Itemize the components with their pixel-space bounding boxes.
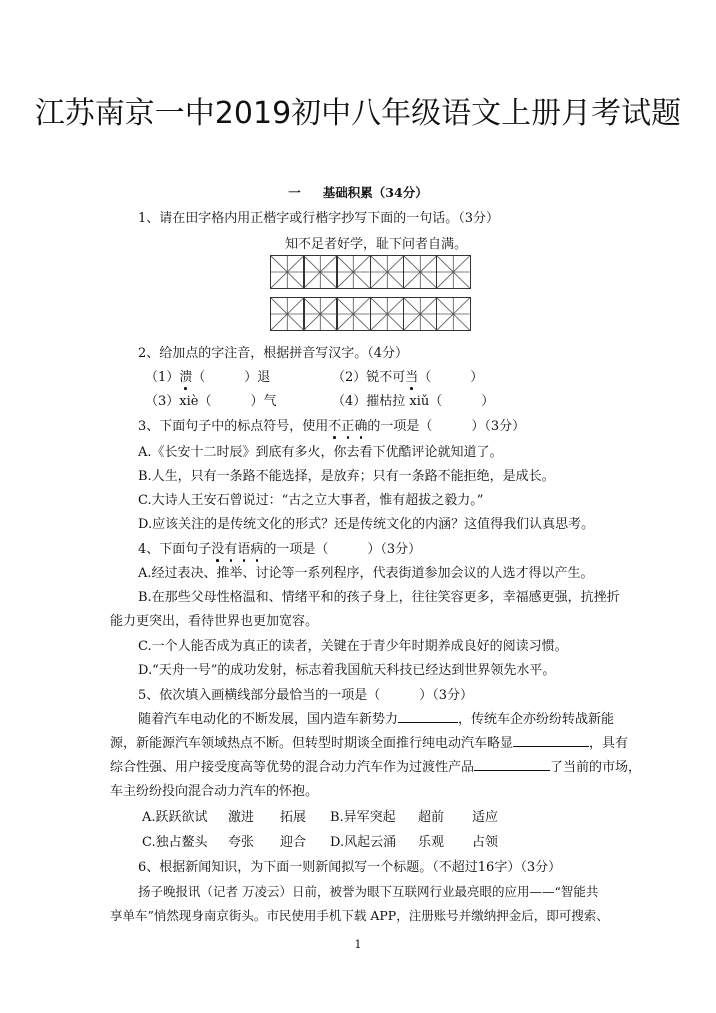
q2-item-3: （3）xiè（ ）气 [145, 394, 277, 409]
section-number: 一 [288, 185, 301, 200]
q6-news-line2: 享单车”悄然现身南京街头。市民使用手机下载 APP，注册账号并缴纳押金后，即可搜索、 [110, 908, 609, 923]
q2-item-2-text: （2）锐不可 [332, 370, 406, 385]
q4-option-c: C.一个人能否成为真正的读者，关键在于青少年时期养成良好的阅读习惯。 [138, 639, 568, 654]
q3-dotted-2: 正 [341, 419, 355, 434]
q5-a-word2: 激进 [228, 810, 255, 825]
tianzige-cell[interactable] [403, 297, 438, 331]
q2-item-2-answer: （ ） [418, 370, 484, 385]
q4-option-a: A.经过表决、推举、讨论等一系列程序，代表街道参加会议的人选才得以产生。 [138, 566, 594, 581]
q5-p3-b: 了当前的市场， [550, 760, 642, 775]
q4-option-b-line2: 能力更突出，看待世界也更加宽容。 [110, 614, 319, 629]
q2-item-2 [332, 366, 483, 385]
q5-p3-a: 综合性强、用户接受度高等优势的混合动力汽车作为过渡性产品 [110, 760, 475, 775]
page-title: 江苏南京一中2019初中八年级语文上册月考试题 [34, 96, 682, 131]
q3-option-c: C.大诗人王安石曾说过：“古之立大事者，惟有超拔之毅力。” [138, 493, 484, 508]
q4-dotted-2: 有 [224, 542, 238, 557]
q5-option-d [330, 831, 499, 850]
tianzige-cell[interactable] [436, 255, 471, 289]
q5-d-word2: 乐观 [418, 835, 445, 850]
q5-blank-1[interactable] [398, 710, 458, 723]
q2-item-1-dotted: 溃 [179, 370, 193, 385]
q5-stem: 5、依次填入画横线部分最恰当的一项是（ ）（3分） [138, 688, 474, 703]
q5-a-word1: A.跃跃欲试 [142, 810, 208, 825]
q3-stem-pre: 3、下面句子中的标点符号，使用 [138, 419, 329, 434]
q5-d-word3: 占领 [472, 835, 499, 850]
q5-option-c [142, 831, 307, 850]
q2-item-1-num: （1） [145, 370, 180, 385]
q5-passage-line2 [110, 732, 628, 751]
q5-b-word1: B.异军突起 [330, 810, 396, 825]
q2-stem: 2、给加点的字注音，根据拼音写汉字。（4分） [138, 346, 409, 361]
tianzige-cell[interactable] [436, 297, 471, 331]
tianzige-cell[interactable] [270, 255, 305, 289]
q3-option-d: D.应该关注的是传统文化的形式？还是传统文化的内涵？这值得我们认真思考。 [138, 517, 595, 532]
q5-passage-line3 [110, 756, 641, 775]
q4-dotted-3: 语 [237, 542, 251, 557]
q5-blank-3[interactable] [474, 758, 550, 771]
q4-option-d: D.“天舟一号”的成功发射，标志着我国航天科技已经达到世界领先水平。 [138, 663, 556, 678]
tianzige-cell[interactable] [370, 255, 405, 289]
q5-passage-line4: 车主纷纷投向混合动力汽车的怀抱。 [110, 784, 319, 799]
q2-item-1 [145, 366, 270, 385]
q3-dotted-3: 确 [354, 419, 368, 434]
q4-option-b-line1: B.在那些父母性格温和、情绪平和的孩子身上，往往笑容更多，幸福感更强，抗挫折 [138, 590, 620, 605]
q6-stem: 6、根据新闻知识，为下面一则新闻拟写一个标题。（不超过16字）（3分） [138, 860, 562, 875]
q5-p2-b: ，具有 [589, 736, 629, 751]
q4-stem-post: 的一项是（ ）（3分） [263, 542, 422, 557]
q3-dotted-1: 不 [328, 419, 342, 434]
tianzige-cell[interactable] [403, 255, 438, 289]
q4-dotted-1: 没 [211, 542, 225, 557]
q5-c-word2: 夸张 [228, 835, 255, 850]
q5-blank-2[interactable] [513, 734, 589, 747]
q5-option-b [330, 806, 499, 825]
tianzige-cell[interactable] [303, 297, 338, 331]
q6-news-line1: 扬子晚报讯（记者 万凌云）日前，被誉为眼下互联网行业最亮眼的应用——“智能共 [138, 884, 599, 899]
q4-stem-pre: 4、下面句子 [138, 542, 212, 557]
q5-b-word2: 超前 [418, 810, 445, 825]
page-number: 1 [354, 938, 362, 951]
tianzige-cell[interactable] [336, 297, 371, 331]
tianzige-cell[interactable] [303, 255, 338, 289]
q2-item-1-answer: （ ）退 [192, 370, 271, 385]
q2-item-4: （4）摧枯拉 xiǔ（ ） [332, 394, 495, 409]
q5-c-word1: C.独占鳌头 [142, 835, 208, 850]
q5-c-word3: 迎合 [280, 835, 307, 850]
section-label: 基础积累（34分） [322, 185, 428, 200]
section-heading [0, 183, 716, 201]
q4-dotted-4: 病 [250, 542, 264, 557]
tianzige-row-1 [270, 255, 469, 289]
q5-b-word3: 适应 [472, 810, 499, 825]
q3-stem-post: 的一项是（ ）（3分） [367, 419, 526, 434]
q2-item-2-dotted: 当 [405, 370, 419, 385]
q3-option-b: B.人生，只有一条路不能选择，是放弃；只有一条路不能拒绝，是成长。 [138, 469, 555, 484]
tianzige-cell[interactable] [370, 297, 405, 331]
q5-p1-a: 随着汽车电动化的不断发展，国内造车新势力 [138, 712, 399, 727]
tianzige-row-2 [270, 297, 469, 331]
q3-stem [138, 415, 525, 434]
q1-stem: 1、请在田字格内用正楷字或行楷字抄写下面的一句话。（3分） [138, 211, 500, 226]
q5-a-word3: 拓展 [280, 810, 307, 825]
tianzige-cell[interactable] [270, 297, 305, 331]
q5-p1-b: ，传统车企亦纷纷转战新能 [458, 712, 615, 727]
q5-p2-a: 源，新能源汽车领域热点不断。但转型时期谈全面推行纯电动汽车略显 [110, 736, 514, 751]
q5-d-word1: D.风起云涌 [330, 835, 397, 850]
q5-option-a [142, 806, 307, 825]
q1-sentence: 知不足者好学，耻下问者自满。 [285, 237, 468, 252]
q4-stem [138, 538, 421, 557]
q5-passage-line1 [138, 708, 614, 727]
tianzige-cell[interactable] [336, 255, 371, 289]
q3-option-a: A.《长安十二时辰》到底有多火，你去看下优酷评论就知道了。 [138, 445, 503, 460]
